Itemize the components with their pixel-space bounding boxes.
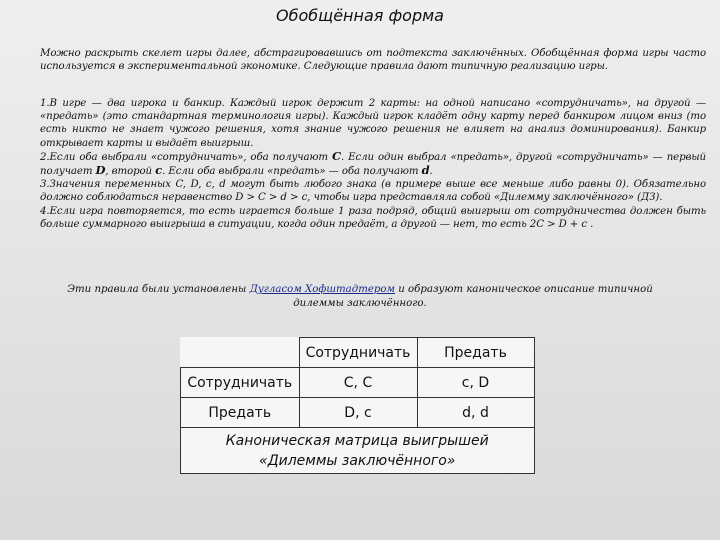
hofstadter-link[interactable]: Дугласом Хофштадтером [249,284,395,295]
cell-cooperate-cooperate: C, C [299,368,417,398]
payoff-matrix [180,337,535,474]
rule-2 [40,150,706,178]
cell-cooperate-defect: c, D [417,368,534,398]
matrix-corner-cell [181,338,300,368]
cell-defect-cooperate: D, c [299,398,417,428]
rule-2-text: . Если один выбрал «предать», другой «сотрудничать» — первый получает [40,151,706,178]
intro-paragraph: Можно раскрыть скелет игры далее, абстрагировавшись от подтекста заключённых. Обобщённая форма игры часто используется в экспериментальной экономике. Следующие правила дают типичную реализацию игры. [40,48,706,73]
caption-line-2: «Дилеммы заключённого» [259,453,456,469]
credit-text: и образуют каноническое описание типичной дилеммы заключённого. [293,284,653,309]
col-header-cooperate: Сотрудничать [299,338,417,368]
credit-paragraph [60,283,660,311]
caption-line-1: Каноническая матрица выигрышей [225,433,489,449]
rule-3: 3.Значения переменных C, D, c, d могут быть любого знака (в примере выше все меньше либо равны 0). Обязательно должно соблюдаться неравенство D > C > d > c, чтобы игра представляла собой «Дилемму заключённого» (ДЗ). [40,179,706,204]
matrix-caption [181,428,535,474]
row-header-cooperate: Сотрудничать [181,368,300,398]
row-header-defect: Предать [181,398,300,428]
rules-list [40,97,706,231]
page-title: Обобщённая форма [276,6,444,25]
payoff-D: D [95,163,106,178]
rule-2-text: . [429,166,433,178]
credit-text: Эти правила были установлены [67,284,250,295]
cell-defect-defect: d, d [417,398,534,428]
rule-4: 4.Если игра повторяется, то есть играется больше 1 раза подряд, общий выигрыш от сотрудничества должен быть больше суммарного выигрыша в ситуации, когда один предаёт, а другой — нет, то есть 2C > D + c . [40,205,706,230]
rule-2-text: , второй [105,166,156,178]
payoff-C: C [331,148,342,163]
payoff-d: d [421,163,430,178]
col-header-defect: Предать [417,338,534,368]
payoff-c: c [155,163,163,178]
rule-2-text: 2.Если оба выбрали «сотрудничать», оба получают [40,151,332,163]
rule-2-text: . Если оба выбрали «предать» — оба получают [162,166,422,178]
rule-1: 1.В игре — два игрока и банкир. Каждый игрок держит 2 карты: на одной написано «сотрудничать», на другой — «предать» (это стандартная терминология игры). Каждый игрок кладёт одну карту перед банкиром лицом вниз (то есть никто не знает чужого решения, хотя знание чужого решения не влияет на анализ доминирования). Банкир открывает карты и выдаёт выигрыш. [40,98,706,149]
